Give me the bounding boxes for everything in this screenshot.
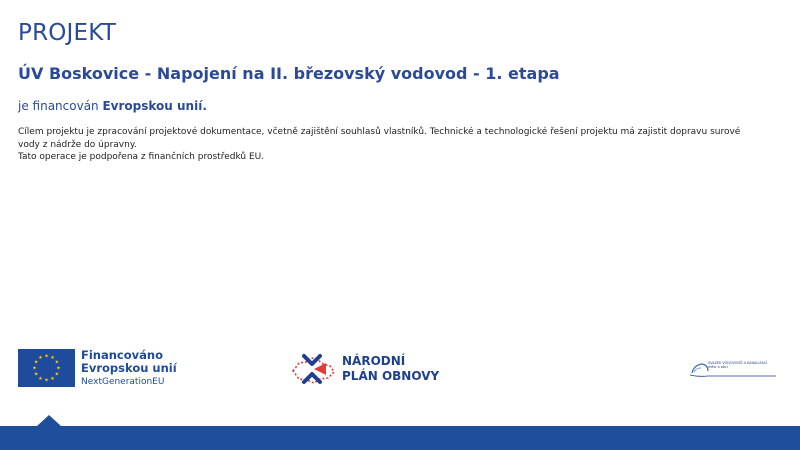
description-paragraph-2: Tato operace je podpořena z finančních prostředků EU. [18,152,265,162]
partner-logo [688,359,780,381]
description-paragraph-1: Cílem projektu je zpracování projektové dokumentace, včetně zajištění souhlasů vlastníků. Technické a technologické řešení projektu má zajistit dopravu surové vody z nádrže do úpravny. [18,127,741,150]
eu-star-icon: ★ [54,359,60,366]
footer-bar [0,426,800,450]
eu-star-icon: ★ [33,371,39,378]
eu-star-icon: ★ [38,375,43,382]
npo-mark-icon [290,350,338,388]
eu-star-icon: ★ [38,355,43,362]
eu-star-icon: ★ [56,365,61,372]
npo-logo [290,350,439,388]
eu-funding-logo [18,349,177,391]
npo-logo-line-1: NÁRODNÍ [342,354,406,368]
footer-notch [37,415,61,426]
partner-logo-line-2: měst a obcí [708,365,728,370]
eu-star-icon: ★ [32,365,37,372]
eu-flag-icon [18,349,75,387]
eu-logo-line-3: NextGenerationEU [81,377,165,387]
project-title: ÚV Boskovice - Napojení na II. březovský vodovod - 1. etapa [18,64,560,83]
funding-source: Evropskou unií. [102,99,207,113]
eu-logo-line-2: Evropskou unií [81,361,177,375]
funding-line [18,99,207,113]
eu-star-icon: ★ [50,355,55,362]
eu-star-icon: ★ [50,375,55,382]
eu-star-icon: ★ [44,353,49,360]
eu-star-icon: ★ [33,359,39,366]
partner-logo-line-1: SVAZEK VODOVODŮ A KANALIZACÍ [708,361,768,365]
npo-logo-line-2: PLÁN OBNOVY [342,369,440,383]
eu-star-icon: ★ [54,371,60,378]
npo-logo-text [342,354,439,384]
project-description [18,126,758,164]
page-heading: PROJEKT [18,20,117,46]
eu-logo-line-1: Financováno [81,348,163,362]
partner-logo-text [708,361,767,370]
funding-prefix: je financován [18,99,103,113]
eu-logo-text [81,349,177,389]
eu-star-icon: ★ [44,377,49,384]
